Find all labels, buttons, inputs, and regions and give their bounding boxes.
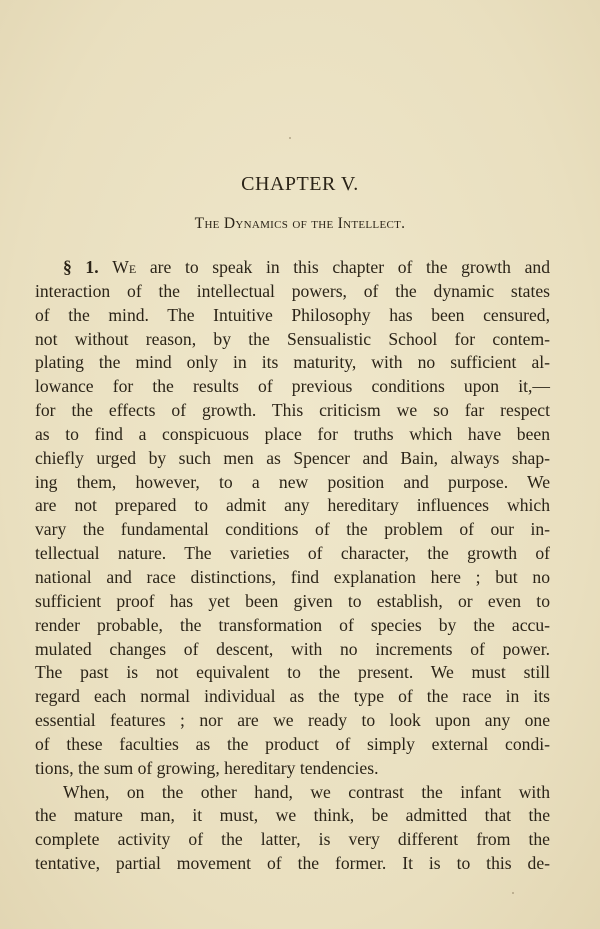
text-line: sufficient proof has yet been given to establish, or even to — [35, 590, 550, 611]
text-line: interaction of the intellectual powers, of the dynamic states — [35, 280, 550, 301]
first-line-text: are to speak in this chapter of the growth and — [149, 257, 551, 277]
text-line: are not prepared to admit any hereditary influences which — [35, 495, 550, 516]
text-line: The past is not equivalent to the present. We must still — [35, 662, 550, 683]
lead-word: We — [112, 257, 137, 277]
chapter-subtitle: The Dynamics of the Intellect. — [194, 215, 406, 232]
text-line: national and race distinctions, find explanation here ; but no — [35, 566, 550, 587]
text-line: ing them, however, to a new position and purpose. We — [35, 471, 550, 492]
text-line: regard each normal individual as the type of the race in its — [35, 686, 550, 707]
text-line: chiefly urged by such men as Spencer and Bain, always shap- — [35, 447, 550, 468]
chapter-title: CHAPTER V. — [241, 173, 359, 195]
section-mark: § 1. — [63, 257, 99, 277]
paper-speck — [512, 892, 514, 894]
text-line: not without reason, by the Sensualistic School for contem- — [35, 328, 550, 349]
text-line: tellectual nature. The varieties of character, the growth of — [35, 543, 550, 564]
text-line: the mature man, it must, we think, be admitted that the — [35, 805, 550, 826]
text-line: render probable, the transformation of species by the accu- — [35, 614, 550, 635]
text-line: as to find a conspicuous place for truths which have been — [35, 423, 550, 444]
text-line: mulated changes of descent, with no increments of power. — [35, 638, 550, 659]
text-line: of these faculties as the product of simply external condi- — [35, 733, 550, 754]
text-line: plating the mind only in its maturity, with no sufficient al- — [35, 352, 550, 373]
paper-speck — [289, 137, 291, 139]
paragraph-1-first-line — [35, 256, 550, 280]
text-line: of the mind. The Intuitive Philosophy has been censured, — [35, 304, 550, 325]
text-line: When, on the other hand, we contrast the infant with — [63, 781, 550, 802]
text-line: complete activity of the latter, is very different from the — [35, 829, 550, 850]
text-line: for the effects of growth. This criticism we so far respect — [35, 400, 550, 421]
text-line: essential features ; nor are we ready to look upon any one — [35, 710, 550, 731]
text-line: lowance for the results of previous conditions upon it,— — [35, 376, 550, 397]
body-text — [35, 256, 550, 876]
text-line: tions, the sum of growing, hereditary tendencies. — [35, 757, 379, 778]
text-line: vary the fundamental conditions of the problem of our in- — [35, 519, 550, 540]
text-line: tentative, partial movement of the former. It is to this de- — [35, 853, 550, 874]
